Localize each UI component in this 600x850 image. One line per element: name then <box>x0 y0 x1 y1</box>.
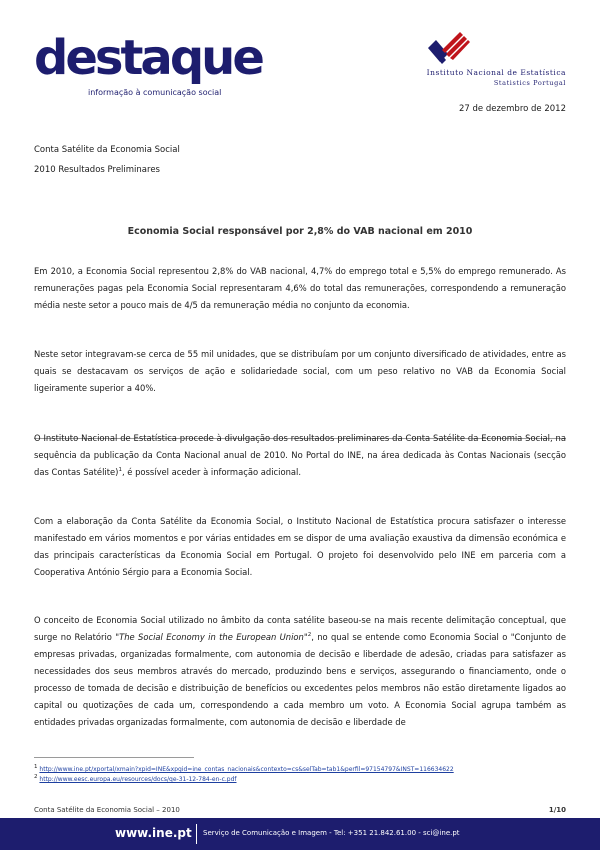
page-header <box>34 30 566 110</box>
report-title: The Social Economy in the European Union <box>119 632 304 642</box>
paragraph-2: Neste setor integravam-se cerca de 55 mil unidades, que se distribuíam por um conjunto diversificado de atividades, entre as quais se destacavam os serviços de ação e solidariedade social, com um peso relativo no VAB da Economia Social ligeiramente superior a 40%. <box>34 349 566 393</box>
footnote-2-number: 2 <box>34 774 38 780</box>
footnote-ref-1[interactable]: 1 <box>118 467 122 474</box>
document-title-line2: 2010 Resultados Preliminares <box>34 165 160 175</box>
logo-subtitle: informação à comunicação social <box>88 88 222 97</box>
headline: Economia Social responsável por 2,8% do VAB nacional em 2010 <box>127 226 473 237</box>
footnote-1-link[interactable]: http://www.ine.pt/xportal/xmain?xpid=INE&xpgid=ine_contas_nacionais&contexto=cs&selTab=tab1&perfil=97154797&INST=116634622 <box>39 766 454 773</box>
destaque-logo: destaque <box>34 30 262 86</box>
paragraph-3-text: O Instituto Nacional de Estatística procede à divulgação dos resultados preliminares da Conta Satélite da Economia Social, na sequência da publicação da Conta Nacional anual de 2010. No Portal do INE, na área dedicada às Contas Nacionais (secção das Contas Satélite) <box>34 433 566 477</box>
institute-name: Instituto Nacional de Estatística <box>426 68 566 77</box>
footer-contact-info: Serviço de Comunicação e Imagem - Tel: +351 21.842.61.00 - sci@ine.pt <box>203 829 460 837</box>
paragraph-4: Com a elaboração da Conta Satélite da Economia Social, o Instituto Nacional de Estatística procura satisfazer o interesse manifestado em vários momentos e por várias entidades em se dispor de uma avaliação exaustiva da dimensão económica e das principais características da Economia Social em Portugal. O projeto foi desenvolvido pelo INE em parceria com a Cooperativa António Sérgio para a Economia Social. <box>34 516 566 577</box>
release-date: 27 de dezembro de 2012 <box>458 104 566 114</box>
ine-logo-icon <box>426 30 470 68</box>
footer-divider <box>196 824 197 844</box>
footnote-1-number: 1 <box>34 764 38 770</box>
paragraph-5-tail: , no qual se entende como Economia Social o "Conjunto de empresas privadas, organizadas formalmente, com autonomia de decisão e liberdade de adesão, criadas para satisfazer as necessidades dos seus membros através do mercado, produzindo bens e serviços, assegurando o financiamento, onde o processo de tomada de decisão e distribuição de benefícios ou excedentes pelos membros não estão diretamente ligados ao capital ou quotizações de cada um, correspondendo a cada membro um voto. A Economia Social agrupa também as entidades privadas organizadas formalmente, com autonomia de decisão e liberdade de <box>34 632 566 727</box>
footer-website-link[interactable]: www.ine.pt <box>115 826 192 840</box>
institute-subtitle: Statistics Portugal <box>493 79 566 87</box>
paragraph-3 <box>34 430 566 481</box>
footnote-ref-2[interactable]: 2 <box>307 632 312 639</box>
paragraph-1: Em 2010, a Economia Social representou 2,8% do VAB nacional, 4,7% do emprego total e 5,5% do emprego remunerado. As remunerações pagas pela Economia Social representaram 4,6% do total das remunerações, correspondendo a remuneração média neste setor a pouco mais de 4/5 da remuneração média no conjunto da economia. <box>34 266 566 310</box>
page-number: 1/10 <box>548 806 566 814</box>
paragraph-5 <box>34 612 566 731</box>
footnote-2-link[interactable]: http://www.eesc.europa.eu/resources/docs/qe-31-12-784-en-c.pdf <box>39 776 237 783</box>
document-title <box>34 140 180 180</box>
footnote-2 <box>34 776 237 784</box>
paragraph-5-text: O conceito de Economia Social utilizado no âmbito da conta satélite baseou-se na mais recente delimitação conceptual, que surge no Relatório " <box>34 615 566 642</box>
quote-mark: " <box>303 632 308 642</box>
footnote-divider <box>34 757 194 758</box>
footer-document-label: Conta Satélite da Economia Social – 2010 <box>34 806 180 814</box>
footnote-1 <box>34 766 454 774</box>
paragraph-3-tail: , é possível aceder à informação adicional. <box>121 467 302 477</box>
document-title-line1: Conta Satélite da Economia Social <box>34 145 180 155</box>
